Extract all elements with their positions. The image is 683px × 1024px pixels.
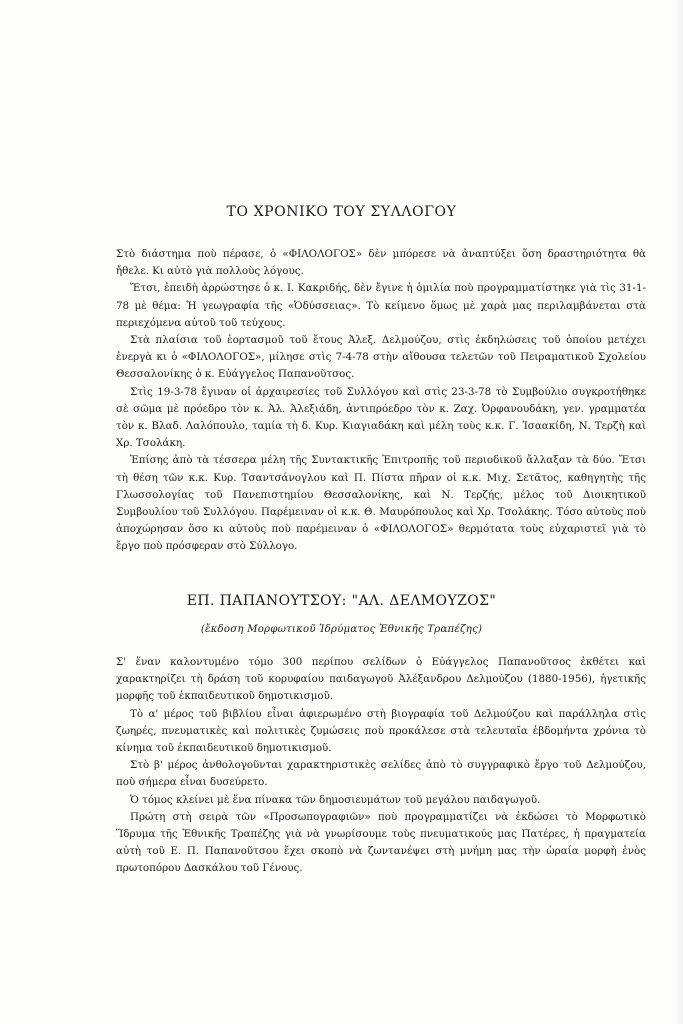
paragraph: Στὸ διάστημα ποὺ πέρασε, ὁ «ΦΙΛΟΛΟΓΟΣ» δὲν μπόρεσε νὰ ἀναπτύξει ὅση δραστηριότητα θὰ ἤθελε. Κι αὐτὸ γιὰ πολλοὺς λόγους. [116, 248, 646, 278]
section-subtitle-publisher: (ἔκδοση Μορφωτικοῦ Ἱδρύματος Ἐθνικῆς Τραπέζης) [200, 624, 483, 635]
paragraph: Ἐπίσης ἀπὸ τὰ τέσσερα μέλη τῆς Συντακτικῆς Ἐπιτροπῆς τοῦ περιοδικοῦ ἄλλαξαν τὰ δύο. Ἔτσι τὴ θέση τῶν κ.κ. Κυρ. Τσαντσάνογλου καὶ Π. Πίστα πῆραν οἱ κ.κ. Μιχ. Σετᾶτος, καθηγητὴς τῆς Γλωσσολογίας τοῦ Πανεπιστημίου Θεσσαλονίκης, καὶ Ν. Τερζής, μέλος τοῦ Διοικητικοῦ Συμβουλίου τοῦ Συλλόγου. Παρέμειναν οἱ κ.κ. Θ. Μαυρόπουλος καὶ Χρ. Τσολάκης. Τόσο αὐτοὺς ποὺ ἀποχώρησαν ὅσο κι αὐτοὺς ποὺ παρέμειναν ὁ «ΦΙΛΟΛΟΓΟΣ» θερμότατα τοὺς εὐχαριστεῖ γιὰ τὸ ἔργο ποὺ πρόσφεραν στὸ Σύλλογο. [116, 454, 646, 553]
paragraph: Πρώτη στὴ σειρὰ τῶν «Προσωπογραφιῶν» ποὺ προγραμματίζει νὰ ἐκδώσει τὸ Μορφωτικὸ Ἵδρυμα τῆς Ἐθνικῆς Τραπέζης γιὰ νὰ γνωρίσουμε τοὺς πνευματικούς μας Πατέρες, ἡ πραγματεία αὐτὴ τοῦ Ε. Π. Παπανοῦτσου ἔχει σκοπὸ νὰ ζωντανέψει στὴ μνήμη μας τὴν ὡραία μορφὴ ἑνὸς πρωτοπόρου Δασκάλου τοῦ Γένους. [116, 810, 646, 875]
paragraph: Τὸ α' μέρος τοῦ βιβλίου εἶναι ἀφιερωμένο στὴ βιογραφία τοῦ Δελμούζου καὶ παράλληλα στὶς ζωηρές, πνευματικὲς καὶ πολιτικὲς ζυμώσεις ποὺ προκάλεσε στὰ τελευταῖα ἑβδομήντα χρόνια τὸ κίνημα τοῦ ἐκπαιδευτικοῦ δημοτικισμοῦ. [116, 707, 646, 755]
page-edge-shadow [675, 0, 683, 1024]
chronicle-text-block [116, 246, 646, 556]
paragraph: Ἔτσι, ἐπειδὴ ἀρρώστησε ὁ κ. Ι. Κακριδής, δὲν ἔγινε ἡ ὁμιλία ποὺ προγραμματίστηκε γιὰ τὶς 31-1-78 μὲ θέμα: Ἡ γεωγραφία τῆς «Ὀδύσσειας». Τὸ κείμενο ὅμως μὲ χαρὰ μας περιλαμβάνεται στὰ περιεχόμενα αὐτοῦ τοῦ τεύχους. [116, 282, 646, 329]
paragraph: Στὸ β' μέρος ἀνθολογοῦνται χαρακτηριστικὲς σελίδες ἀπὸ τὸ συγγραφικὸ ἔργο τοῦ Δελμούζου, ποὺ σήμερα εἶναι δυσεύρετο. [116, 759, 646, 789]
paragraph: Στὶς 19-3-78 ἔγιναν οἱ ἀρχαιρεσίες τοῦ Συλλόγου καὶ στὶς 23-3-78 τὸ Συμβούλιο συγκροτήθηκε σὲ σῶμα μὲ πρόεδρο τὸν κ. Ἀλ. Ἀλεξιάδη, ἀντιπρόεδρο τὸν κ. Ζαχ. Ὀρφανουδάκη, γεν. γραμματέα τὸν κ. Βλαδ. Λαλόπουλο, ταμία τὴ δ. Κυρ. Κιαγιαδάκη καὶ μέλη τοὺς κ.κ. Γ. Ἰσαακίδη, Ν. Τερζὴ καὶ Χρ. Τσολάκη. [116, 385, 646, 450]
paragraph: Σ' ἕναν καλοντυμένο τόμο 300 περίπου σελίδων ὁ Εὐάγγελος Παπανοῦτσος ἐκθέτει καὶ χαρακτηρίζει τὴ δράση τοῦ κορυφαίου παιδαγωγοῦ Ἀλέξανδρου Δελμούζου (1880-1956), ἡγετικῆς μορφῆς τοῦ ἐκπαιδευτικοῦ δημοτικισμοῦ. [116, 656, 646, 703]
section-title-book-review: ΕΠ. ΠΑΠΑΝΟΥΤΣΟΥ: "ΑΛ. ΔΕΛΜΟΥΖΟΣ" [186, 593, 497, 609]
paragraph: Ὁ τόμος κλείνει μὲ ἕνα πίνακα τῶν δημοσιευμάτων τοῦ μεγάλου παιδαγωγοῦ. [130, 793, 541, 806]
section-title-chronicle: ΤΟ ΧΡΟΝΙΚΟ ΤΟΥ ΣΥΛΛΟΓΟΥ [226, 204, 457, 220]
paragraph: Στὰ πλαίσια τοῦ ἑορτασμοῦ τοῦ ἔτους Ἀλεξ. Δελμούζου, στὶς ἐκδηλώσεις τοῦ ὁποίου μετέχει ἐνεργὰ κι ὁ «ΦΙΛΟΛΟΓΟΣ», μίλησε στὶς 7-4-78 στὴν αἴθουσα τελετῶν τοῦ Πειραματικοῦ Σχολείου Θεσσαλονίκης ὁ κ. Εὐάγγελος Παπανοῦτσος. [116, 334, 646, 381]
book-review-text-block [116, 654, 646, 878]
